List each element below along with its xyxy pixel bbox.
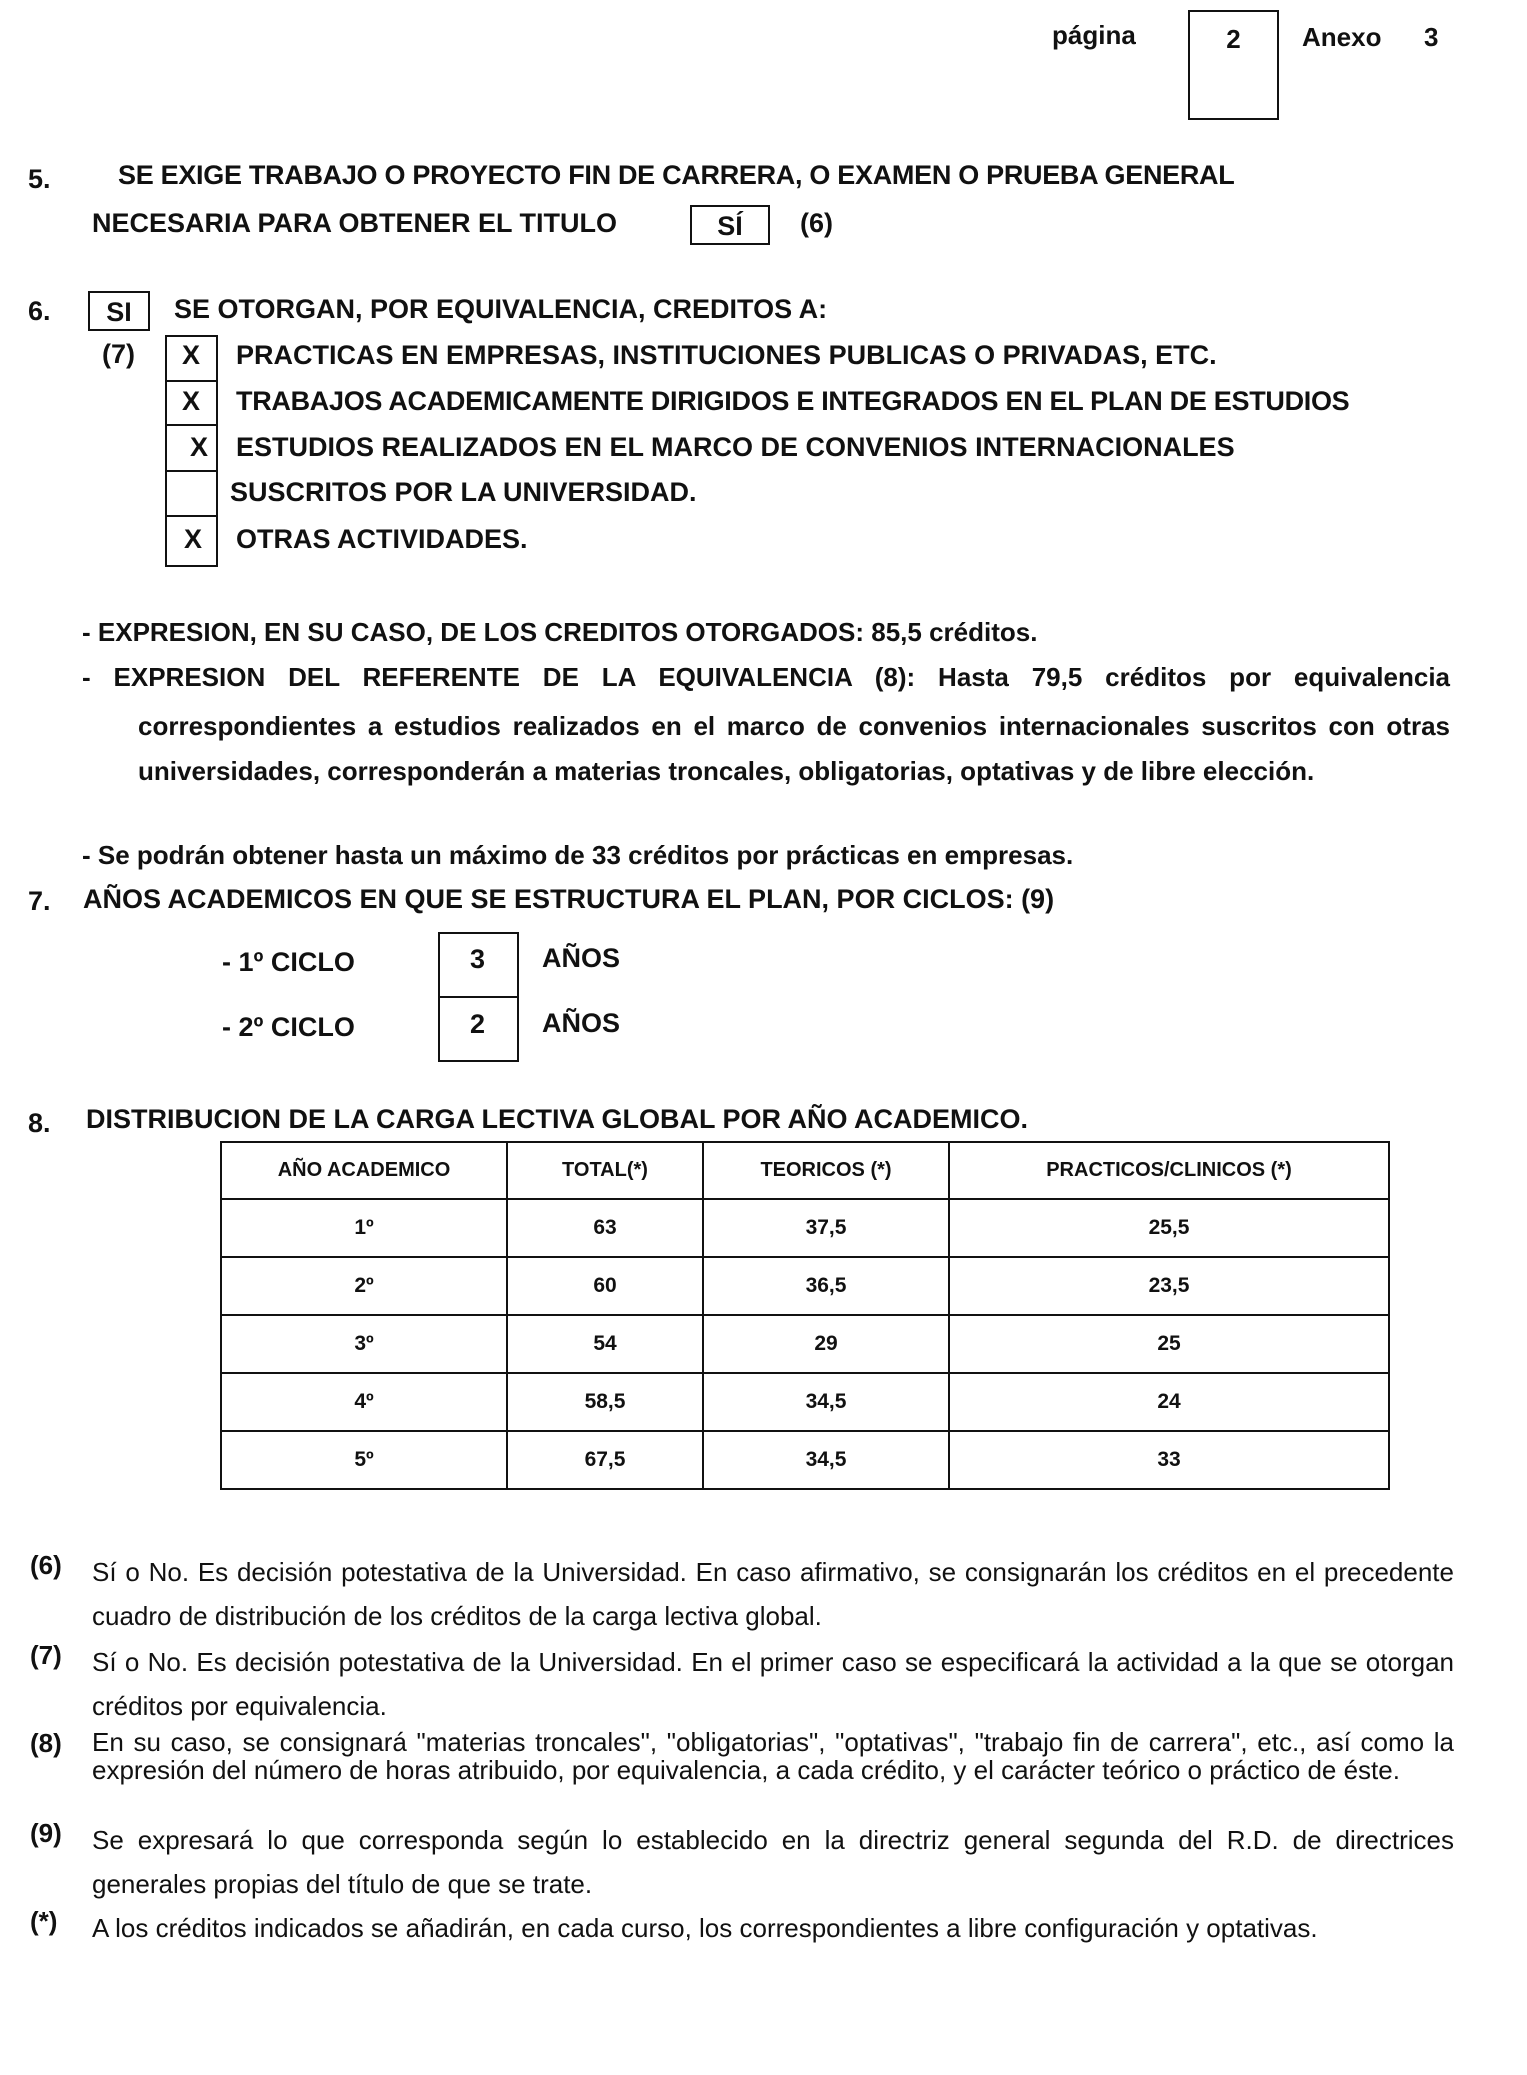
table-header-cell: TOTAL(*)	[507, 1142, 703, 1199]
option-3-mark: X	[190, 432, 209, 462]
checkbox-column-left	[165, 335, 167, 567]
table-row	[221, 1257, 1389, 1315]
checkbox-column-top	[165, 335, 218, 337]
table-row	[221, 1431, 1389, 1489]
item6-number: 6.	[28, 296, 51, 326]
table-row	[221, 1315, 1389, 1373]
annex-label: Anexo	[1302, 22, 1382, 52]
note-7-text: Sí o No. Es decisión potestativa de la Universidad. En el primer caso se especificará la actividad a la que se otorgan créditos por equivalencia.	[92, 1647, 1454, 1721]
table-cell: 34,5	[703, 1431, 949, 1489]
item5-answer-box: SÍ	[690, 205, 770, 245]
table-cell: 63	[507, 1199, 703, 1257]
cycle-2-unit: AÑOS	[542, 1008, 621, 1038]
item5-line1: SE EXIGE TRABAJO O PROYECTO FIN DE CARRERA, O EXAMEN O PRUEBA GENERAL	[118, 160, 1235, 190]
table-cell: 3º	[221, 1315, 507, 1373]
table-header-cell: PRACTICOS/CLINICOS (*)	[949, 1142, 1389, 1199]
table-cell: 4º	[221, 1373, 507, 1431]
option-4-text: OTRAS ACTIVIDADES.	[236, 524, 528, 554]
option-3-continuation: SUSCRITOS POR LA UNIVERSIDAD.	[230, 477, 697, 507]
checkbox-column-bottom	[165, 565, 218, 567]
item6-answer-box: SI	[88, 291, 150, 331]
note-8-number: (8)	[30, 1728, 62, 1758]
cycle-1-unit: AÑOS	[542, 943, 621, 973]
table-cell: 25	[949, 1315, 1389, 1373]
expression-2-text-1: Hasta 79,5 créditos por equivalencia	[938, 662, 1450, 692]
cycle-2-label: - 2º CICLO	[222, 1012, 355, 1042]
note-6-text: Sí o No. Es decisión potestativa de la Universidad. En caso afirmativo, se consignarán los créditos en el precedente cuadro de distribución de los créditos de la carga lectiva global.	[92, 1557, 1454, 1631]
note-9-text: Se expresará lo que corresponda según lo establecido en la directriz general segunda del R.D. de directrices generales propias del título de que se trate.	[92, 1825, 1454, 1899]
table-cell: 25,5	[949, 1199, 1389, 1257]
checkbox-divider	[165, 515, 218, 517]
item6-ref: (7)	[102, 339, 135, 369]
note-8-text: En su caso, se consignará "materias troncales", "obligatorias", "optativas", "trabajo fin de carrera", etc., así como la expresión del número de horas atribuido, por equivalencia, a cada crédito, y el carácter teórico o práctico de éste.	[92, 1727, 1454, 1785]
option-2-mark: X	[182, 386, 201, 416]
table-cell: 58,5	[507, 1373, 703, 1431]
expression-2-body: correspondientes a estudios realizados en el marco de convenios internacionales suscritos con otras universidades, corresponderán a materias troncales, obligatorias, optativas y de libre elección.	[138, 711, 1450, 786]
page-number-box	[1188, 10, 1279, 120]
table-row	[221, 1199, 1389, 1257]
checkbox-divider	[165, 380, 218, 382]
carga-lectiva-table	[220, 1141, 1390, 1490]
note-asterisk-number: (*)	[30, 1906, 58, 1936]
table-cell: 60	[507, 1257, 703, 1315]
page-number: 2	[1226, 24, 1241, 54]
table-cell: 1º	[221, 1199, 507, 1257]
table-cell: 36,5	[703, 1257, 949, 1315]
expression-1-value: 85,5 créditos.	[871, 617, 1038, 647]
table-header-cell: TEORICOS (*)	[703, 1142, 949, 1199]
item8-title: DISTRIBUCION DE LA CARGA LECTIVA GLOBAL POR AÑO ACADEMICO.	[86, 1104, 1028, 1134]
expression-2-label: - EXPRESION DEL REFERENTE DE LA EQUIVALENCIA (8):	[82, 662, 916, 692]
note-6-number: (6)	[30, 1550, 62, 1580]
checkbox-column-right	[216, 335, 218, 567]
table-cell: 5º	[221, 1431, 507, 1489]
cycle-1-value: 3	[470, 944, 486, 974]
expression-3: - Se podrán obtener hasta un máximo de 33 créditos por prácticas en empresas.	[82, 840, 1074, 870]
item7-number: 7.	[28, 886, 51, 916]
cycle-2-value: 2	[470, 1009, 486, 1039]
note-9-number: (9)	[30, 1818, 62, 1848]
note-asterisk-text: A los créditos indicados se añadirán, en cada curso, los correspondientes a libre configuración y optativas.	[92, 1913, 1318, 1943]
table-cell: 33	[949, 1431, 1389, 1489]
item7-title: AÑOS ACADEMICOS EN QUE SE ESTRUCTURA EL PLAN, POR CICLOS: (9)	[83, 884, 1055, 914]
note-7-number: (7)	[30, 1640, 62, 1670]
table-cell: 37,5	[703, 1199, 949, 1257]
page-label: página	[1052, 20, 1136, 50]
checkbox-divider	[165, 424, 218, 426]
option-1-text: PRACTICAS EN EMPRESAS, INSTITUCIONES PUBLICAS O PRIVADAS, ETC.	[236, 340, 1217, 370]
table-cell: 29	[703, 1315, 949, 1373]
table-cell: 67,5	[507, 1431, 703, 1489]
table-cell: 23,5	[949, 1257, 1389, 1315]
annex-number: 3	[1424, 22, 1439, 52]
expression-1	[82, 617, 1037, 648]
item5-ref: (6)	[800, 208, 833, 238]
table-row	[221, 1373, 1389, 1431]
item5-line2: NECESARIA PARA OBTENER EL TITULO	[92, 208, 618, 238]
expression-2-first-line	[82, 662, 1450, 693]
item5-number: 5.	[28, 164, 51, 194]
option-4-mark: X	[184, 524, 203, 554]
table-header-cell: AÑO ACADEMICO	[221, 1142, 507, 1199]
table-cell: 24	[949, 1373, 1389, 1431]
cycle-1-label: - 1º CICLO	[222, 947, 355, 977]
table-cell: 34,5	[703, 1373, 949, 1431]
table-cell: 2º	[221, 1257, 507, 1315]
table-header-row	[221, 1142, 1389, 1199]
option-1-mark: X	[182, 340, 201, 370]
item8-number: 8.	[28, 1108, 51, 1138]
option-2-text: TRABAJOS ACADEMICAMENTE DIRIGIDOS E INTEGRADOS EN EL PLAN DE ESTUDIOS	[236, 386, 1350, 416]
item6-title: SE OTORGAN, POR EQUIVALENCIA, CREDITOS A:	[174, 294, 828, 324]
table-cell: 54	[507, 1315, 703, 1373]
expression-1-label: - EXPRESION, EN SU CASO, DE LOS CREDITOS OTORGADOS:	[82, 617, 865, 647]
cycles-box-divider	[438, 996, 519, 998]
checkbox-divider	[165, 470, 218, 472]
option-3-text: ESTUDIOS REALIZADOS EN EL MARCO DE CONVENIOS INTERNACIONALES	[236, 432, 1235, 462]
